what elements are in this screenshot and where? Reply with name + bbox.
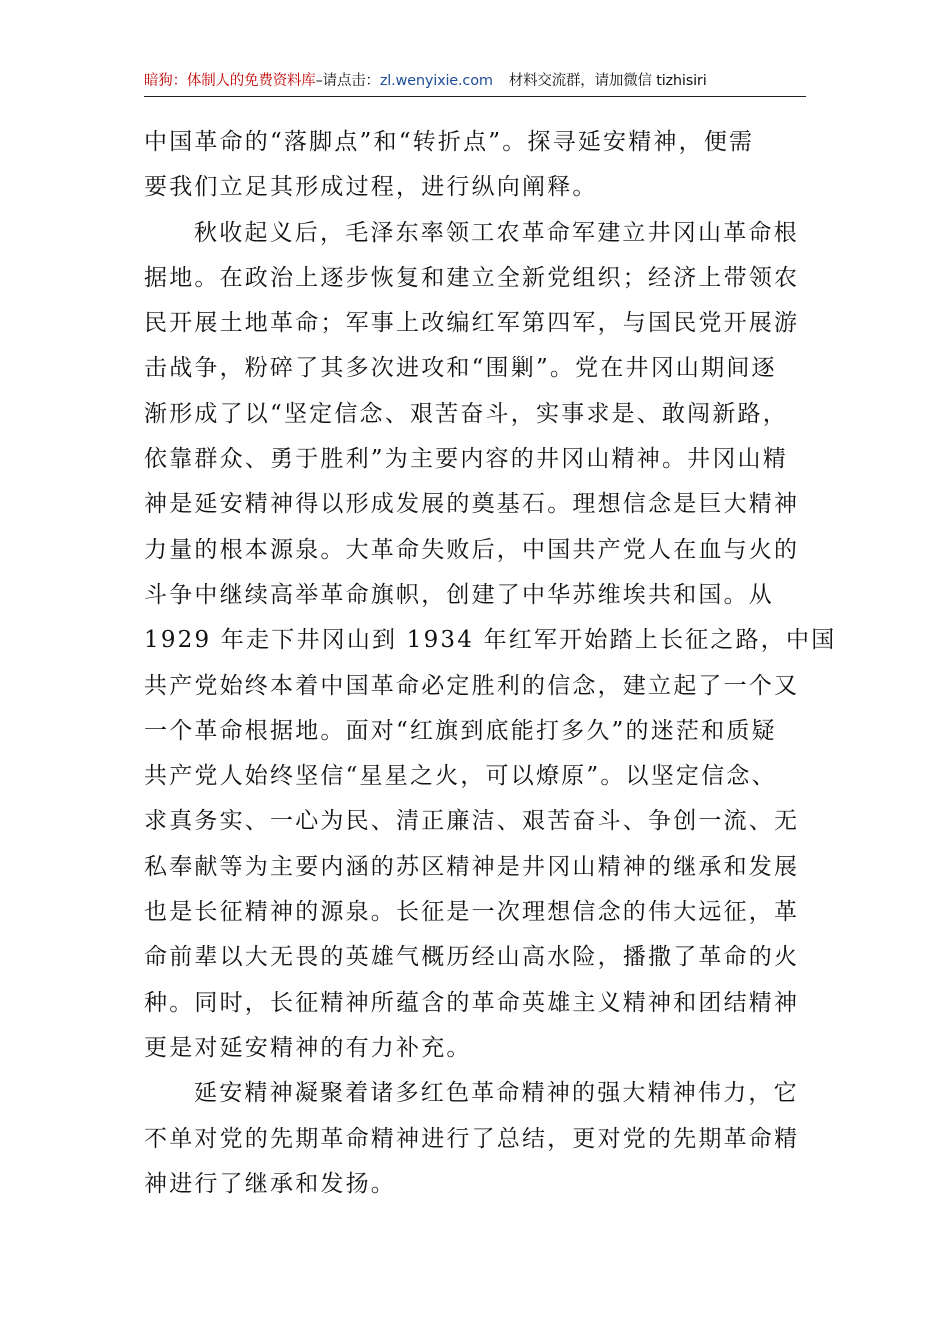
text-line: 击战争，粉碎了其多次进攻和“围剿”。党在井冈山期间逐 bbox=[144, 355, 777, 382]
text-line: 延安精神凝聚着诸多红色革命精神的强大精神伟力，它 bbox=[194, 1080, 799, 1107]
text-line: 依靠群众、勇于胜利”为主要内容的井冈山精神。井冈山精 bbox=[144, 446, 788, 473]
header-click-text: –请点击： bbox=[315, 73, 380, 89]
text-line: 共产党人始终坚信“星星之火，可以燎原”。以坚定信念、 bbox=[144, 763, 777, 790]
text-line: 神是延安精神得以形成发展的奠基石。理想信念是巨大精神 bbox=[144, 491, 800, 518]
text-line: 力量的根本源泉。大革命失败后，中国共产党人在血与火的 bbox=[144, 536, 800, 563]
text-line: 中国革命的“落脚点”和“转折点”。探寻延安精神，便需 bbox=[144, 129, 755, 155]
paragraph-1 bbox=[144, 120, 806, 211]
text-line: 也是长征精神的源泉。长征是一次理想信念的伟大远征，革 bbox=[144, 899, 800, 926]
text-line: 种。同时，长征精神所蕴含的革命英雄主义精神和团结精神 bbox=[144, 989, 800, 1016]
text-line: 要我们立足其形成过程，进行纵向阐释。 bbox=[144, 174, 598, 201]
header-contact: 材料交流群，请加微信 tizhisiri bbox=[508, 73, 707, 89]
header-url-link[interactable]: zl.wenyixie.com bbox=[379, 73, 493, 89]
text-line: 更是对延安精神的有力补充。 bbox=[144, 1034, 472, 1061]
paragraph-2 bbox=[144, 211, 837, 1072]
text-line: 秋收起义后，毛泽东率领工农革命军建立井冈山革命根 bbox=[194, 219, 799, 246]
text-line: 不单对党的先期革命精神进行了总结，更对党的先期革命精 bbox=[144, 1125, 800, 1152]
text-line: 据地。在政治上逐步恢复和建立全新党组织；经济上带领农 bbox=[144, 264, 800, 291]
text-line: 1929 年走下井冈山到 1934 年红军开始踏上长征之路，中国 bbox=[144, 627, 837, 654]
text-line: 斗争中继续高举革命旗帜，创建了中华苏维埃共和国。从 bbox=[144, 581, 774, 608]
text-line: 命前辈以大无畏的英雄气概历经山高水险，播撒了革命的火 bbox=[144, 944, 800, 971]
text-line: 私奉献等为主要内涵的苏区精神是井冈山精神的继承和发展 bbox=[144, 853, 800, 880]
text-line: 渐形成了以“坚定信念、艰苦奋斗，实事求是、敢闯新路， bbox=[144, 400, 788, 427]
header-site-name[interactable]: 暗狗：体制人的免费资料库 bbox=[144, 73, 316, 89]
text-line: 神进行了继承和发扬。 bbox=[144, 1170, 396, 1197]
text-line: 共产党始终本着中国革命必定胜利的信念，建立起了一个又 bbox=[144, 672, 800, 699]
document-body bbox=[144, 120, 837, 1207]
text-line: 一个革命根据地。面对“红旗到底能打多久”的迷茫和质疑 bbox=[144, 717, 777, 744]
page-header bbox=[144, 70, 806, 97]
paragraph-3 bbox=[144, 1071, 806, 1207]
text-line: 民开展土地革命；军事上改编红军第四军，与国民党开展游 bbox=[144, 310, 800, 337]
text-line: 求真务实、一心为民、清正廉洁、艰苦奋斗、争创一流、无 bbox=[144, 808, 800, 835]
